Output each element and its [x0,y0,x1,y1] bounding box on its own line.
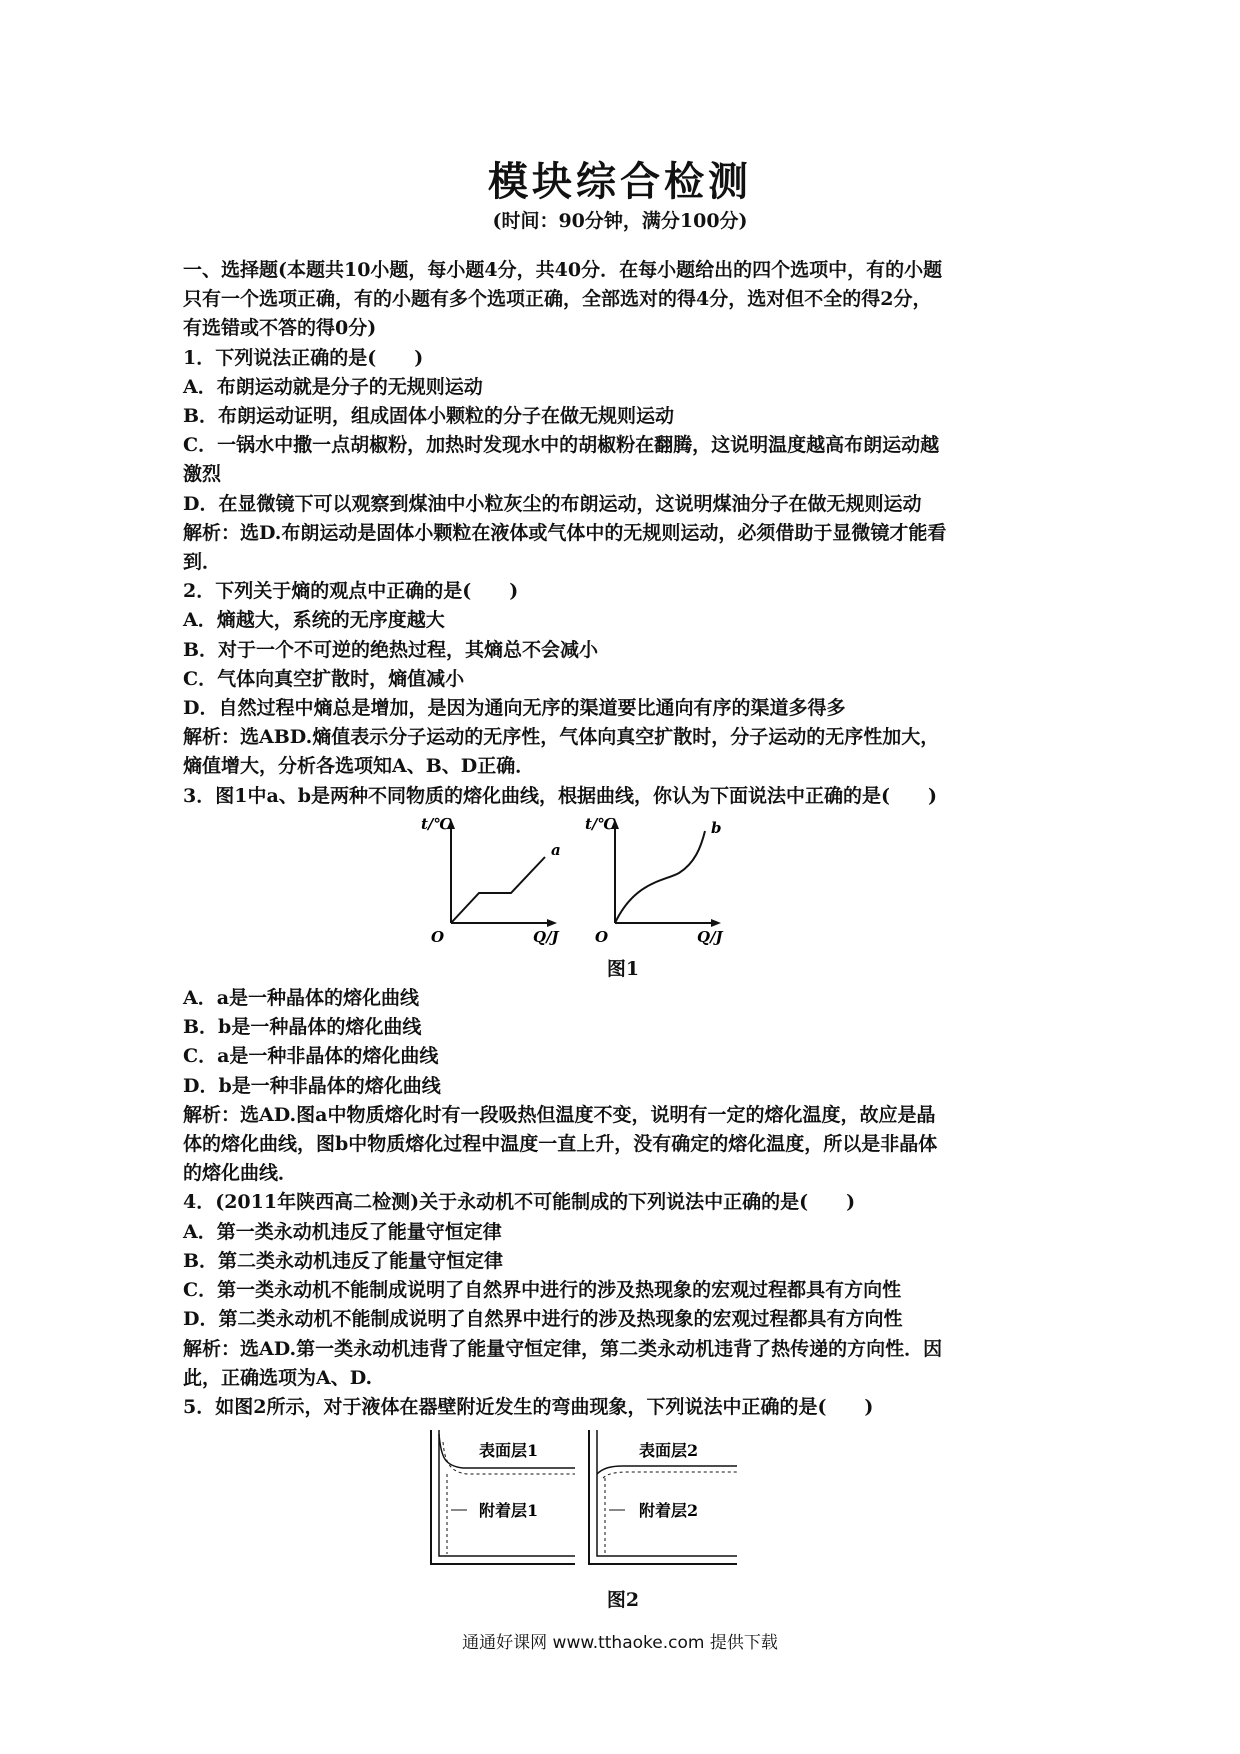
x-axis-label: Q/J [533,927,559,946]
surface-layer-2-label: 表面层2 [639,1441,699,1461]
curve-b [615,831,705,923]
adhesion-layer-1-label: 附着层1 [479,1501,539,1521]
option-a: A．熵越大，系统的无序度越大 [183,609,445,632]
option-a: A．a是一种晶体的熔化曲线 [183,987,420,1010]
container-2 [589,1430,737,1564]
analysis: 解析：选AD.图a中物质熔化时有一段吸热但温度不变，说明有一定的熔化温度，故应是晶 [183,1103,936,1126]
question-4 [183,1188,1063,1392]
analysis-cont: 体的熔化曲线，图b中物质熔化过程中温度一直上升，没有确定的熔化温度，所以是非晶体 [183,1133,938,1156]
y-axis-label: t/℃ [421,814,452,833]
question-stem: 4．(2011年陕西高二检测)关于永动机不可能制成的下列说法中正确的是( ) [183,1191,856,1214]
origin-label: O [595,927,609,946]
option-c: C．a是一种非晶体的熔化曲线 [183,1045,439,1068]
analysis-cont: 到． [183,551,222,574]
question-stem: 1．下列说法正确的是( ) [183,346,424,369]
intro-line: 有选错或不答的得0分) [183,317,377,340]
surface-layer-boundary [603,1472,737,1478]
liquid-surface [597,1466,737,1474]
x-axis-arrow [711,919,721,927]
option-c: C．气体向真空扩散时，熵值减小 [183,667,465,690]
page-footer: 通通好课网 www.tthaoke.com 提供下载 [462,1633,778,1653]
meniscus-diagram [183,1422,1063,1582]
question-2 [183,577,1063,781]
surface-layer-1-label: 表面层1 [479,1441,539,1461]
y-axis-label: t/℃ [585,814,616,833]
figure-2 [183,1422,1063,1582]
analysis: 解析：选ABD.熵值表示分子运动的无序性，气体向真空扩散时，分子运动的无序性加大， [183,726,940,749]
graph-b [585,815,724,946]
analysis: 解析：选AD.第一类永动机违背了能量守恒定律，第二类永动机违背了热传递的方向性．因 [183,1337,943,1360]
analysis-cont: 熵值增大，分析各选项知A、B、D正确． [183,755,535,778]
curve-a [451,857,545,923]
container-1 [431,1430,575,1564]
option-c-cont: 激烈 [183,463,222,486]
section-intro [183,256,1063,344]
curve-b-label: b [711,818,722,837]
x-axis-arrow [547,919,557,927]
intro-line: 一、选择题(本题共10小题，每小题4分，共40分．在每小题给出的四个选项中，有的小题 [183,259,943,281]
option-d: D．自然过程中熵总是增加，是因为通向无序的渠道要比通向有序的渠道多得多 [183,697,846,720]
analysis-cont: 的熔化曲线． [183,1162,298,1185]
figure-2-caption: 图2 [606,1589,640,1612]
graph-a [421,815,561,946]
exam-content [183,256,1063,1615]
question-5 [183,1393,1063,1615]
figure-1-caption: 图1 [606,957,640,980]
melting-curves-diagram [183,811,1063,951]
x-axis-label: Q/J [697,927,723,946]
question-stem: 5．如图2所示，对于液体在器壁附近发生的弯曲现象，下列说法中正确的是( ) [183,1395,874,1418]
curve-a-label: a [551,840,561,859]
option-a: A．第一类永动机违反了能量守恒定律 [183,1220,502,1243]
option-c: C．第一类永动机不能制成说明了自然界中进行的涉及热现象的宏观过程都具有方向性 [183,1279,902,1302]
page-title: 模块综合检测 [488,158,752,205]
option-d: D．b是一种非晶体的熔化曲线 [183,1074,441,1097]
option-c: C．一锅水中撒一点胡椒粉，加热时发现水中的胡椒粉在翻腾，这说明温度越高布朗运动越 [183,434,940,457]
question-1 [183,344,1063,578]
question-stem: 2．下列关于熵的观点中正确的是( ) [183,580,519,603]
option-a: A．布朗运动就是分子的无规则运动 [183,375,483,398]
question-stem: 3．图1中a、b是两种不同物质的熔化曲线，根据曲线，你认为下面说法中正确的是( ) [183,784,938,807]
option-b: B．对于一个不可逆的绝热过程，其熵总不会减小 [183,638,599,661]
origin-label: O [431,927,445,946]
analysis: 解析：选D.布朗运动是固体小颗粒在液体或气体中的无规则运动，必须借助于显微镜才能看 [183,521,947,544]
figure-1 [183,811,1063,951]
page-subtitle: (时间：90分钟，满分100分) [492,210,748,232]
option-b: B．b是一种晶体的熔化曲线 [183,1016,422,1039]
intro-line: 只有一个选项正确，有的小题有多个选项正确，全部选对的得4分，选对但不全的得2分， [183,288,932,311]
question-3 [183,782,1063,1189]
option-b: B．第二类永动机违反了能量守恒定律 [183,1249,504,1272]
adhesion-layer-2-label: 附着层2 [639,1501,699,1521]
analysis-cont: 此，正确选项为A、D. [183,1366,373,1389]
option-d: D．第二类永动机不能制成说明了自然界中进行的涉及热现象的宏观过程都具有方向性 [183,1308,903,1331]
option-b: B．布朗运动证明，组成固体小颗粒的分子在做无规则运动 [183,405,675,428]
option-d: D．在显微镜下可以观察到煤油中小粒灰尘的布朗运动，这说明煤油分子在做无规则运动 [183,492,922,515]
